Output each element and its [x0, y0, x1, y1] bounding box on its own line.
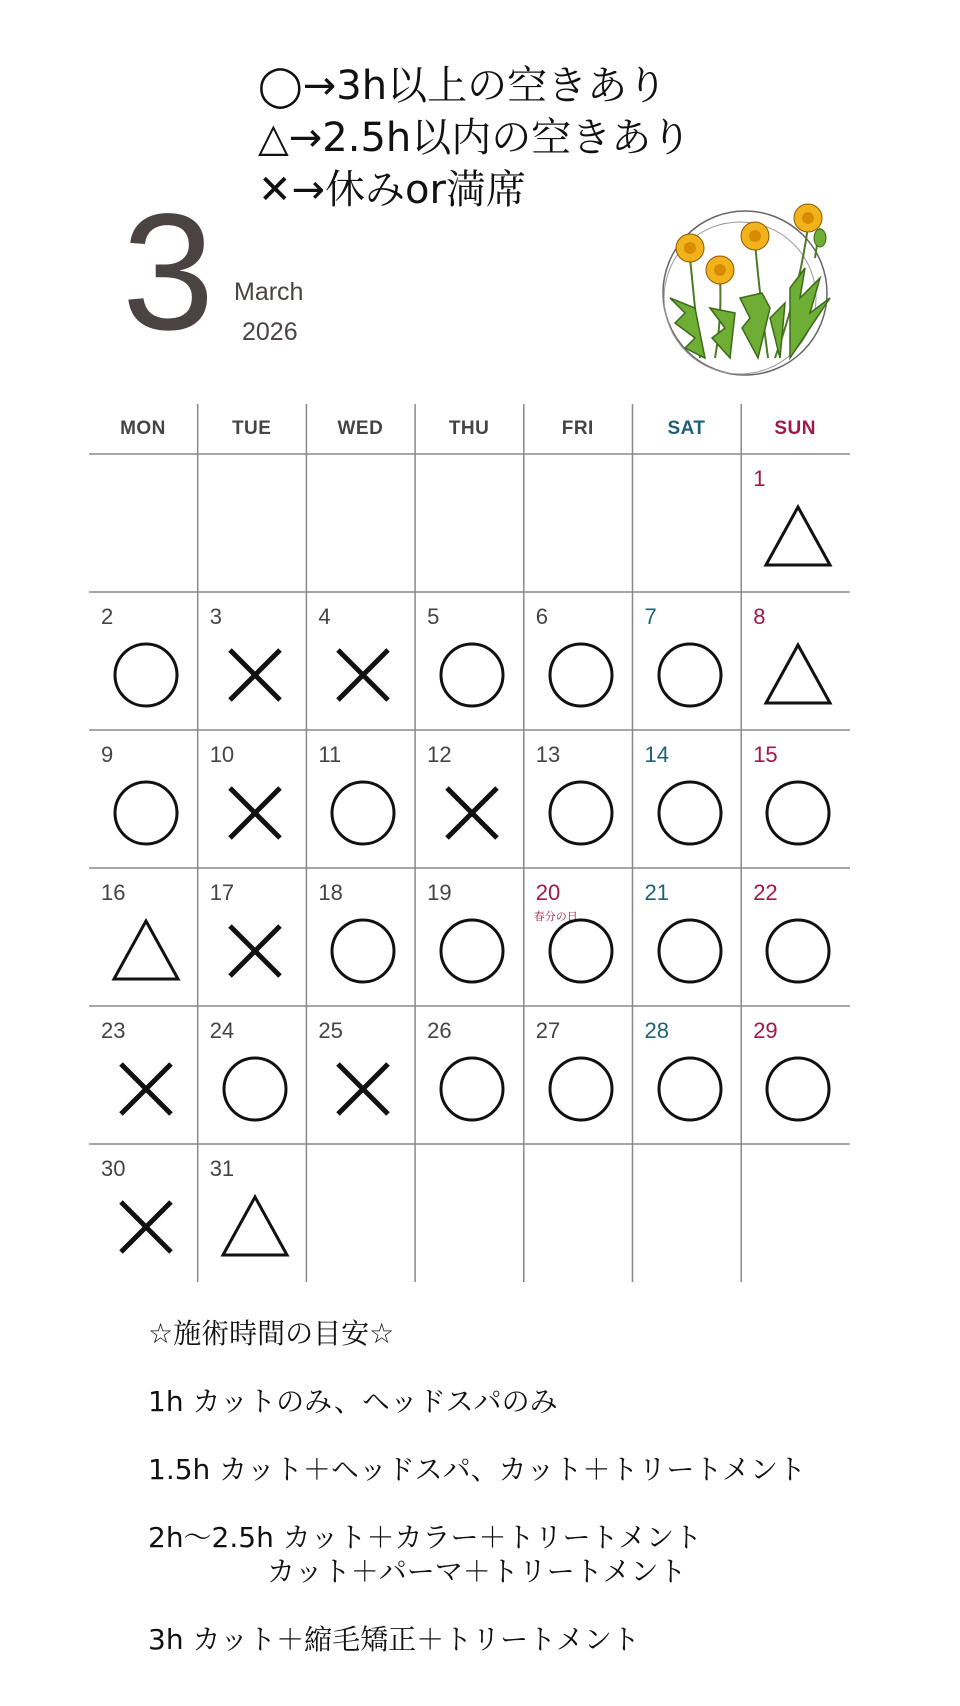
- day-number: 13: [535, 742, 561, 767]
- dandelion-illustration-icon: [650, 198, 850, 378]
- day-cell-22: [741, 868, 849, 1006]
- cross-mark-icon: [220, 640, 290, 710]
- day-number: 29: [753, 1018, 778, 1043]
- day-number: 6: [535, 604, 549, 629]
- day-cell-11: [306, 730, 414, 868]
- day-cell-4: [306, 592, 414, 730]
- cross-mark-icon: [220, 916, 290, 986]
- triangle-mark-icon: [111, 916, 181, 986]
- day-cell-27: [524, 1006, 632, 1144]
- day-cell-31: [198, 1144, 306, 1282]
- circle-mark-icon: [763, 1054, 833, 1124]
- circle-mark-icon: [655, 1054, 725, 1124]
- day-number: 16: [101, 880, 126, 905]
- day-number: 21: [644, 880, 669, 905]
- cross-mark-icon: [328, 640, 398, 710]
- day-number: 19: [427, 880, 452, 905]
- day-cell-12: [415, 730, 523, 868]
- day-cell-8: [741, 592, 849, 730]
- day-number: 17: [209, 880, 235, 905]
- calendar-grid: [89, 404, 850, 1284]
- day-number: 23: [101, 1018, 126, 1043]
- day-cell-10: [198, 730, 306, 868]
- day-number: 1: [753, 466, 766, 491]
- day-cell-26: [415, 1006, 523, 1144]
- circle-mark-icon: [546, 640, 616, 710]
- day-cell-18: [306, 868, 414, 1006]
- circle-mark-icon: [328, 916, 398, 986]
- circle-mark-icon: [546, 916, 616, 986]
- day-cell-24: [198, 1006, 306, 1144]
- day-number: 25: [318, 1018, 343, 1043]
- weekday-mon: MON: [120, 418, 166, 439]
- day-cell-15: [741, 730, 849, 868]
- day-number: 8: [753, 604, 766, 629]
- triangle-mark-icon: [763, 502, 833, 572]
- note-2h-second: カット＋パーマ＋トリートメント: [267, 1555, 687, 1588]
- month-number: 3: [122, 180, 215, 365]
- day-number: 4: [318, 604, 331, 629]
- day-number: 3: [209, 604, 222, 629]
- note-1h: 1h カットのみ、ヘッドスパのみ: [148, 1385, 558, 1418]
- day-number: 5: [427, 604, 440, 629]
- holiday-label: 春分の日: [533, 910, 578, 923]
- day-cell-29: [741, 1006, 849, 1144]
- day-number: 22: [753, 880, 778, 905]
- circle-mark-icon: [220, 1054, 290, 1124]
- day-number: 10: [209, 742, 235, 767]
- day-cell-25: [306, 1006, 414, 1144]
- note-3h: 3h カット＋縮毛矯正＋トリートメント: [148, 1623, 640, 1656]
- day-cell-30: [89, 1144, 197, 1282]
- day-cell-3: [198, 592, 306, 730]
- cross-mark-icon: [220, 778, 290, 848]
- month-year: 2026: [242, 318, 298, 346]
- triangle-mark-icon: [220, 1192, 290, 1262]
- circle-mark-icon: [655, 778, 725, 848]
- day-number: 30: [101, 1156, 126, 1181]
- day-number: 28: [644, 1018, 669, 1043]
- month-name: March: [234, 278, 304, 306]
- legend: [258, 60, 691, 216]
- day-cell-2: [89, 592, 197, 730]
- circle-mark-icon: [655, 640, 725, 710]
- day-number: 7: [644, 604, 657, 629]
- day-cell-1: [741, 454, 849, 592]
- cross-mark-icon: [437, 778, 507, 848]
- legend-triangle: △→2.5h以内の空きあり: [258, 115, 692, 161]
- triangle-mark-icon: [763, 640, 833, 710]
- day-number: 15: [753, 742, 778, 767]
- circle-mark-icon: [763, 916, 833, 986]
- circle-mark-icon: [546, 778, 616, 848]
- day-cell-17: [198, 868, 306, 1006]
- day-number: 31: [209, 1156, 235, 1181]
- circle-mark-icon: [437, 916, 507, 986]
- day-number: 2: [101, 604, 114, 629]
- day-cell-28: [633, 1006, 741, 1144]
- day-cell-7: [633, 592, 741, 730]
- day-number: 11: [318, 742, 342, 767]
- weekday-thu: THU: [448, 418, 490, 439]
- cross-mark-icon: [111, 1192, 181, 1262]
- day-number: 18: [318, 880, 343, 905]
- day-cell-13: [524, 730, 632, 868]
- day-number: 12: [427, 742, 452, 767]
- day-cell-23: [89, 1006, 197, 1144]
- circle-mark-icon: [437, 1054, 507, 1124]
- circle-mark-icon: [546, 1054, 616, 1124]
- weekday-fri: FRI: [561, 418, 594, 439]
- day-number: 9: [101, 742, 114, 767]
- day-cell-19: [415, 868, 523, 1006]
- weekday-sun: SUN: [774, 418, 816, 439]
- day-cell-5: [415, 592, 523, 730]
- day-number: 20: [535, 880, 561, 905]
- weekday-sat: SAT: [667, 418, 706, 439]
- notes-title: ☆施術時間の目安☆: [148, 1317, 395, 1350]
- circle-mark-icon: [655, 916, 725, 986]
- day-number: 27: [535, 1018, 561, 1043]
- note-1-5h: 1.5h カット＋ヘッドスパ、カット＋トリートメント: [148, 1453, 807, 1486]
- day-cell-9: [89, 730, 197, 868]
- legend-cross: ✕→休みor満席: [258, 167, 526, 213]
- circle-mark-icon: [437, 640, 507, 710]
- weekday-wed: WED: [337, 418, 384, 439]
- circle-mark-icon: [111, 778, 181, 848]
- note-2h: 2h〜2.5h カット＋カラー＋トリートメント: [148, 1521, 703, 1554]
- day-number: 14: [644, 742, 669, 767]
- circle-mark-icon: [763, 778, 833, 848]
- day-cell-6: [524, 592, 632, 730]
- day-cell-14: [633, 730, 741, 868]
- cross-mark-icon: [111, 1054, 181, 1124]
- day-cell-16: [89, 868, 197, 1006]
- weekday-tue: TUE: [231, 418, 272, 439]
- day-cell-20: [524, 868, 632, 1006]
- day-number: 26: [427, 1018, 452, 1043]
- cross-mark-icon: [328, 1054, 398, 1124]
- legend-circle: ◯→3h以上の空きあり: [258, 63, 668, 109]
- day-cell-21: [633, 868, 741, 1006]
- day-number: 24: [209, 1018, 235, 1043]
- circle-mark-icon: [328, 778, 398, 848]
- circle-mark-icon: [111, 640, 181, 710]
